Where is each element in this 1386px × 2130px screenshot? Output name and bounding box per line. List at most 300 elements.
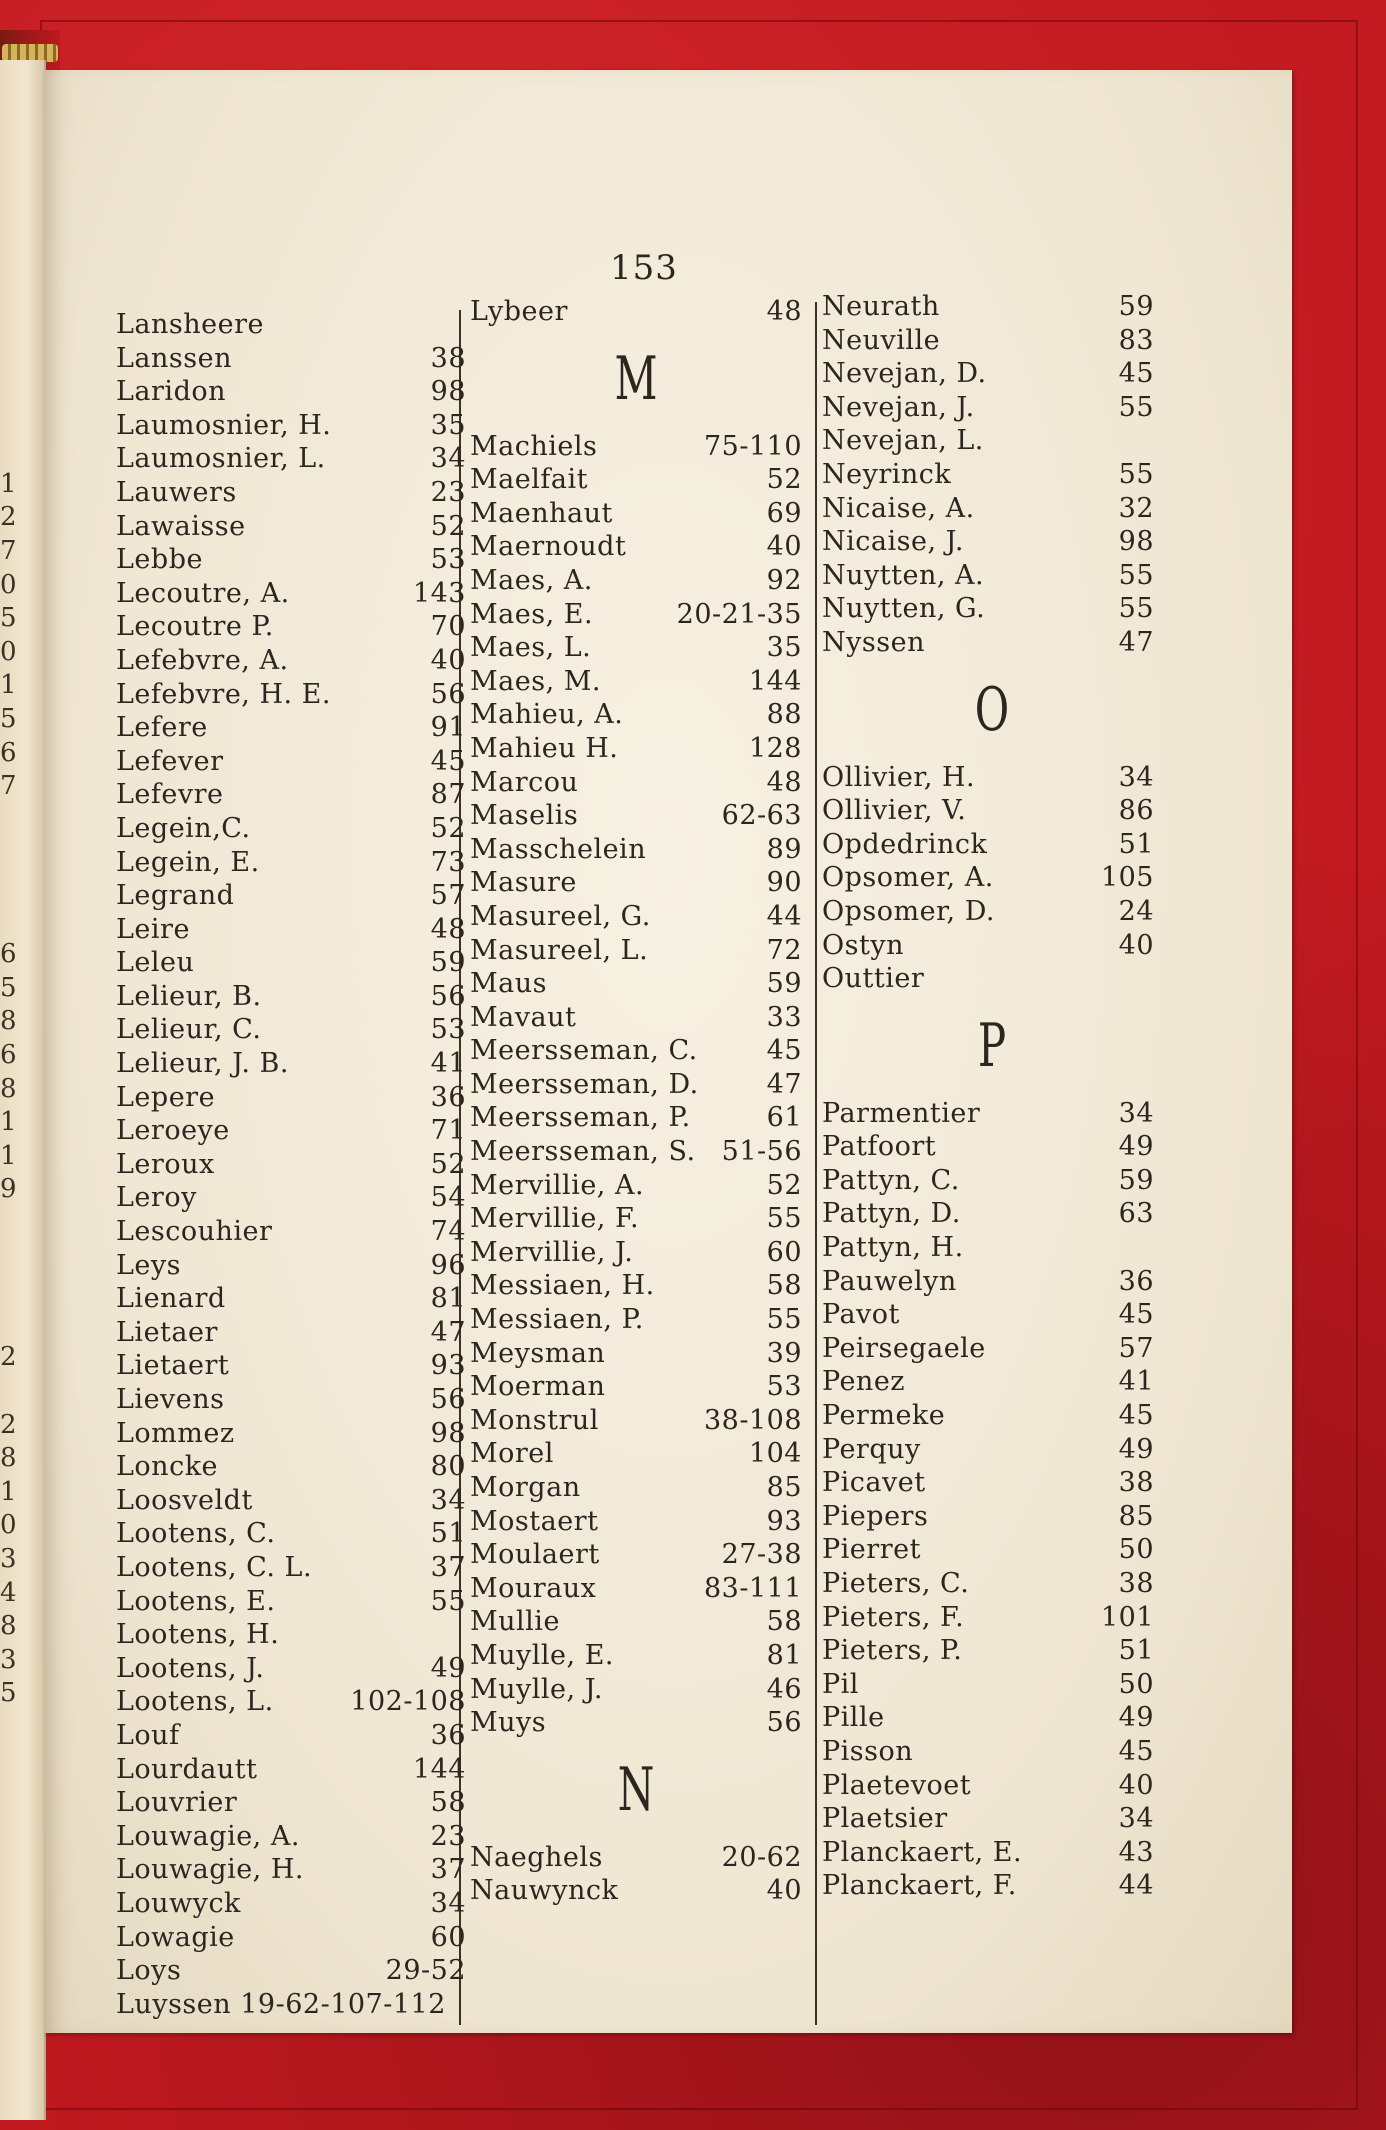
index-entry [470, 1605, 802, 1639]
entry-name: Parmentier [822, 1097, 981, 1129]
entry-page-ref: 104 [748, 1438, 802, 1470]
entry-name: Lootens, C. L. [116, 1551, 313, 1583]
index-entry [822, 1231, 1162, 1265]
index-entry [822, 1668, 1162, 1702]
edge-digit: 6 [0, 939, 17, 970]
entry-page-ref: 55 [1118, 391, 1154, 423]
entry-page-ref: 50 [1118, 1668, 1154, 1700]
entry-page-ref: 35 [766, 632, 802, 664]
index-entry [822, 324, 1162, 358]
entry-name: Leys [116, 1249, 182, 1281]
index-entry [822, 626, 1162, 660]
entry-name: Laumosnier, L. [116, 443, 326, 475]
entry-name: Mahieu H. [470, 732, 619, 764]
entry-page-ref: 45 [1118, 1735, 1154, 1767]
entry-page-ref: 55 [1118, 458, 1154, 490]
entry-page-ref: 34 [1118, 761, 1154, 793]
entry-page-ref: 49 [430, 1652, 466, 1684]
entry-page-ref: 40 [1118, 1769, 1154, 1801]
entry-page-ref: 91 [430, 712, 466, 744]
index-entry [470, 1101, 802, 1135]
index-entry [470, 631, 802, 665]
entry-name: Plaetevoet [822, 1769, 972, 1801]
entry-name: Penez [822, 1366, 906, 1398]
entry-name: Lefere [116, 712, 208, 744]
entry-name: Machiels [470, 430, 598, 462]
entry-name: Meersseman, P. [470, 1102, 691, 1134]
entry-name: Meersseman, D. [470, 1068, 699, 1100]
entry-page-ref: 53 [766, 1371, 802, 1403]
index-entry [116, 946, 466, 980]
entry-page-ref: 62-63 [721, 800, 802, 832]
entry-name: Messiaen, P. [470, 1304, 644, 1336]
index-entry [822, 1433, 1162, 1467]
index-entry [470, 295, 802, 329]
entry-page-ref: 71 [430, 1115, 466, 1147]
entry-name: Marcou [470, 766, 579, 798]
entry-page-ref: 49 [1118, 1702, 1154, 1734]
entry-name: Lietaer [116, 1316, 218, 1348]
entry-name: Muylle, E. [470, 1639, 614, 1671]
entry-page-ref: 58 [766, 1270, 802, 1302]
index-column-1 [116, 308, 466, 2021]
entry-name: Nevejan, J. [822, 391, 975, 423]
index-entry [822, 424, 1162, 458]
entry-page-ref: 96 [430, 1249, 466, 1281]
edge-digit: 3 [0, 1544, 17, 1574]
index-entry [116, 1887, 466, 1921]
entry-page-ref: 144 [412, 1753, 466, 1785]
edge-digit: 8 [0, 1443, 17, 1474]
entry-page-ref: 86 [1118, 795, 1154, 827]
index-entry [116, 913, 466, 947]
edge-digit: 1 [0, 1140, 17, 1171]
entry-name: Masureel, L. [470, 934, 649, 966]
entry-name: Lanssen [116, 342, 232, 374]
edge-digit: 1 [0, 1476, 17, 1507]
index-entry [116, 745, 466, 779]
entry-page-ref: 29-52 [385, 1955, 466, 1987]
index-entry [116, 510, 466, 544]
index-entry [822, 1097, 1162, 1131]
entry-name: Messiaen, H. [470, 1270, 655, 1302]
entry-name: Lecoutre P. [116, 611, 274, 643]
entry-page-ref: 44 [766, 900, 802, 932]
entry-page-ref: 55 [766, 1304, 802, 1336]
index-entry [822, 357, 1162, 391]
index-entry [822, 1466, 1162, 1500]
entry-name: Naeghels [470, 1841, 603, 1873]
entry-page-ref: 101 [1100, 1601, 1154, 1633]
index-entry [822, 525, 1162, 559]
index-entry [470, 833, 802, 867]
entry-name: Pieters, P. [822, 1635, 963, 1667]
entry-page-ref: 83-111 [703, 1572, 802, 1604]
entry-page-ref: 35 [430, 409, 466, 441]
index-entry [470, 1841, 802, 1875]
index-entry [116, 1114, 466, 1148]
entry-page-ref: 75-110 [703, 430, 802, 462]
edge-digit: 6 [0, 1040, 17, 1070]
index-entry [822, 1634, 1162, 1668]
index-entry [470, 799, 802, 833]
index-entry [822, 1601, 1162, 1635]
entry-name: Lebbe [116, 544, 203, 576]
index-entry [116, 980, 466, 1014]
index-entry [470, 1303, 802, 1337]
entry-name: Masschelein [470, 833, 647, 865]
entry-name: Maelfait [470, 464, 588, 496]
entry-page-ref: 38 [1118, 1568, 1154, 1599]
entry-name: Lienard [116, 1283, 226, 1315]
entry-name: Louf [116, 1719, 180, 1751]
index-entry [822, 1735, 1162, 1769]
entry-name: Neurath [822, 291, 940, 322]
index-entry [116, 1753, 466, 1787]
index-entry [822, 1869, 1162, 1903]
entry-page-ref: 34 [430, 1887, 466, 1919]
entry-name: Lefebvre, A. [116, 644, 289, 676]
index-entry [116, 1685, 466, 1719]
edge-digit: 7 [0, 536, 17, 566]
section-letter-heading: O [974, 674, 1010, 745]
index-entry [116, 1417, 466, 1451]
entry-page-ref: 52 [766, 1169, 802, 1201]
entry-name: Opdedrinck [822, 828, 988, 860]
index-entry [116, 610, 466, 644]
entry-name: Masure [470, 867, 577, 899]
entry-name: Pattyn, D. [822, 1198, 961, 1230]
entry-page-ref: 41 [1118, 1366, 1154, 1398]
index-entry [116, 375, 466, 409]
entry-name: Louwagie, A. [116, 1820, 300, 1852]
entry-name: Lelieur, B. [116, 980, 262, 1012]
index-entry [470, 1673, 802, 1707]
entry-page-ref: 98 [1118, 526, 1154, 558]
entry-page-ref: 34 [430, 1484, 466, 1516]
entry-page-ref: 52 [430, 812, 466, 844]
entry-page-ref: 34 [1118, 1097, 1154, 1129]
entry-page-ref: 102-108 [350, 1686, 466, 1718]
entry-name: Morgan [470, 1472, 581, 1503]
index-entry [116, 1820, 466, 1854]
index-entry [822, 1836, 1162, 1870]
index-entry [470, 1269, 802, 1303]
entry-name: Nevejan, D. [822, 358, 987, 390]
entry-page-ref: 34 [430, 443, 466, 475]
entry-page-ref: 51 [430, 1518, 466, 1550]
index-entry [470, 1538, 802, 1572]
index-entry [116, 1282, 466, 1316]
entry-name: Lepere [116, 1081, 216, 1113]
edge-digit: 0 [0, 1510, 17, 1541]
index-entry [116, 778, 466, 812]
entry-page-ref: 53 [430, 544, 466, 576]
entry-name: Luyssen 19-62-107-112 [116, 1988, 446, 2020]
index-entry [822, 828, 1162, 862]
index-entry [116, 1349, 466, 1383]
index-entry [470, 1370, 802, 1404]
entry-name: Lootens, L. [116, 1686, 274, 1718]
entry-name: Monstrul [470, 1404, 599, 1436]
index-entry [116, 1181, 466, 1215]
edge-digit: 0 [0, 569, 17, 600]
edge-digit: 8 [0, 1006, 17, 1037]
index-entry [470, 1001, 802, 1035]
index-entry [470, 698, 802, 732]
entry-name: Neuville [822, 324, 941, 356]
entry-page-ref: 59 [430, 947, 466, 979]
entry-page-ref: 59 [1118, 1164, 1154, 1196]
entry-page-ref: 38-108 [703, 1404, 802, 1436]
index-entry [822, 861, 1162, 895]
index-entry [116, 1719, 466, 1753]
entry-page-ref: 20-21-35 [676, 598, 802, 630]
entry-name: Loosveldt [116, 1484, 253, 1516]
entry-name: Mostaert [470, 1505, 599, 1537]
index-entry [470, 1639, 802, 1673]
index-entry [470, 1169, 802, 1203]
index-entry [822, 895, 1162, 929]
index-entry [470, 1471, 802, 1505]
entry-name: Lietaert [116, 1350, 230, 1382]
entry-name: Lawaisse [116, 510, 246, 542]
entry-name: Nevejan, L. [822, 425, 984, 457]
index-entry [116, 442, 466, 476]
entry-name: Lauwers [116, 476, 237, 508]
entry-page-ref: 24 [1118, 895, 1154, 927]
entry-page-ref: 57 [430, 880, 466, 912]
edge-digit: 5 [0, 1678, 17, 1709]
index-entry [470, 1135, 802, 1169]
entry-page-ref: 36 [1118, 1265, 1154, 1297]
index-column-2 [470, 295, 802, 1908]
entry-page-ref: 38 [430, 342, 466, 374]
index-entry [116, 543, 466, 577]
page-number: 153 [610, 248, 678, 288]
column-rule-right [815, 302, 817, 2025]
entry-page-ref: 52 [430, 1148, 466, 1180]
edge-digit: 1 [0, 1107, 17, 1138]
entry-name: Loys [116, 1955, 182, 1987]
entry-name: Lootens, H. [116, 1619, 280, 1651]
index-entry [470, 598, 802, 632]
entry-page-ref: 37 [430, 1854, 466, 1886]
entry-name: Lefevre [116, 779, 224, 811]
entry-page-ref: 128 [748, 732, 802, 764]
index-entry [116, 1383, 466, 1417]
entry-name: Pieters, F. [822, 1601, 965, 1633]
entry-page-ref: 70 [430, 611, 466, 643]
entry-page-ref: 98 [430, 376, 466, 408]
entry-name: Perquy [822, 1433, 921, 1465]
index-entry [470, 564, 802, 598]
entry-name: Maselis [470, 800, 579, 832]
entry-page-ref: 40 [430, 644, 466, 676]
index-entry [470, 967, 802, 1001]
entry-page-ref: 44 [1118, 1870, 1154, 1902]
entry-page-ref: 74 [430, 1216, 466, 1248]
entry-page-ref: 51-56 [721, 1136, 802, 1168]
edge-digit: 8 [0, 1611, 17, 1642]
entry-page-ref: 92 [766, 564, 802, 596]
entry-page-ref: 93 [766, 1505, 802, 1537]
edge-digit: 8 [0, 1073, 17, 1104]
index-entry [116, 1215, 466, 1249]
entry-page-ref: 34 [1118, 1803, 1154, 1835]
index-entry [116, 1853, 466, 1887]
entry-page-ref: 49 [1118, 1433, 1154, 1465]
entry-page-ref: 40 [766, 531, 802, 563]
index-entry [470, 497, 802, 531]
entry-name: Lecoutre, A. [116, 577, 290, 609]
entry-name: Lefever [116, 745, 224, 777]
index-entry [822, 1365, 1162, 1399]
entry-page-ref: 45 [430, 745, 466, 777]
entry-name: Louwyck [116, 1887, 241, 1919]
index-entry [470, 934, 802, 968]
entry-name: Morel [470, 1438, 554, 1470]
index-entry [116, 342, 466, 376]
index-entry [116, 1316, 466, 1350]
entry-page-ref: 52 [766, 464, 802, 496]
entry-name: Ostyn [822, 929, 904, 961]
section-letter-heading: M [614, 343, 658, 414]
index-entry [116, 1013, 466, 1047]
edge-digit: 2 [0, 1409, 17, 1440]
entry-page-ref: 51 [1118, 1635, 1154, 1667]
entry-page-ref: 55 [1118, 593, 1154, 625]
entry-name: Mervillie, J. [470, 1236, 634, 1268]
entry-page-ref: 47 [430, 1316, 466, 1348]
entry-name: Opsomer, A. [822, 862, 994, 894]
entry-name: Legrand [116, 880, 235, 912]
entry-name: Opsomer, D. [822, 895, 995, 927]
index-entry [116, 812, 466, 846]
entry-name: Lescouhier [116, 1216, 273, 1248]
index-entry [470, 1068, 802, 1102]
index-entry [470, 430, 802, 464]
index-entry [116, 1148, 466, 1182]
entry-name: Lootens, J. [116, 1652, 265, 1684]
entry-page-ref: 59 [766, 968, 802, 1000]
entry-page-ref: 58 [766, 1606, 802, 1638]
entry-name: Nicaise, A. [822, 492, 975, 524]
entry-name: Maes, L. [470, 632, 592, 664]
entry-name: Leroux [116, 1148, 215, 1180]
index-entry [822, 794, 1162, 828]
index-entry [822, 761, 1162, 795]
edge-digit: 6 [0, 737, 17, 768]
entry-page-ref: 43 [1118, 1836, 1154, 1868]
index-entry [470, 463, 802, 497]
entry-name: Nyssen [822, 626, 925, 658]
entry-page-ref: 37 [430, 1551, 466, 1583]
entry-page-ref: 54 [430, 1182, 466, 1214]
entry-name: Lommez [116, 1417, 235, 1449]
index-entry [822, 1332, 1162, 1366]
entry-page-ref: 61 [766, 1102, 802, 1134]
index-entry [116, 1786, 466, 1820]
entry-name: Pauwelyn [822, 1265, 957, 1297]
entry-name: Laridon [116, 376, 226, 408]
section-letter-heading: N [617, 1754, 655, 1825]
entry-name: Mahieu, A. [470, 699, 624, 731]
entry-name: Lelieur, C. [116, 1014, 262, 1046]
entry-name: Mullie [470, 1606, 560, 1638]
index-entry [116, 846, 466, 880]
entry-name: Patfoort [822, 1131, 937, 1163]
index-entry [116, 711, 466, 745]
entry-name: Piepers [822, 1500, 929, 1532]
index-entry [116, 1047, 466, 1081]
previous-page-edge [0, 60, 46, 2120]
entry-page-ref: 45 [1118, 358, 1154, 390]
entry-name: Pil [822, 1668, 859, 1700]
entry-name: Maes, A. [470, 564, 593, 596]
index-entry [116, 644, 466, 678]
entry-name: Neyrinck [822, 458, 952, 490]
entry-name: Pierret [822, 1534, 921, 1566]
edge-digit: 0 [0, 636, 17, 667]
index-entry [116, 476, 466, 510]
index-entry [116, 1585, 466, 1619]
index-entry [470, 1572, 802, 1606]
entry-name: Nauwynck [470, 1875, 619, 1907]
entry-page-ref: 40 [766, 1875, 802, 1907]
entry-page-ref: 56 [766, 1707, 802, 1739]
entry-page-ref: 88 [766, 699, 802, 731]
entry-name: Maes, E. [470, 598, 594, 630]
index-entry [470, 866, 802, 900]
entry-page-ref: 55 [1118, 559, 1154, 591]
entry-name: Muys [470, 1707, 547, 1739]
entry-page-ref: 45 [1118, 1299, 1154, 1331]
edge-digit: 2 [0, 1342, 17, 1373]
index-entry [116, 1988, 466, 2022]
entry-name: Nicaise, J. [822, 526, 964, 558]
index-entry [822, 1769, 1162, 1803]
entry-name: Maenhaut [470, 497, 613, 529]
index-entry [822, 290, 1162, 324]
edge-digit: 5 [0, 704, 17, 734]
entry-name: Meersseman, C. [470, 1035, 698, 1067]
index-entry [116, 1618, 466, 1652]
entry-name: Plaetsier [822, 1803, 948, 1835]
index-entry [822, 559, 1162, 593]
entry-page-ref: 48 [430, 913, 466, 945]
entry-name: Peirsegaele [822, 1332, 986, 1364]
entry-page-ref: 58 [430, 1787, 466, 1819]
index-entry [470, 1505, 802, 1539]
index-entry [822, 1701, 1162, 1735]
entry-page-ref: 47 [766, 1068, 802, 1100]
entry-page-ref: 52 [430, 510, 466, 542]
book-page [44, 70, 1292, 2033]
entry-page-ref: 89 [766, 833, 802, 865]
entry-name: Nuytten, A. [822, 559, 985, 591]
entry-name: Moerman [470, 1371, 606, 1403]
entry-page-ref: 56 [430, 980, 466, 1012]
entry-page-ref: 59 [1118, 291, 1154, 322]
entry-page-ref: 45 [766, 1035, 802, 1067]
entry-page-ref: 143 [412, 577, 466, 609]
index-entry [822, 458, 1162, 492]
entry-name: Nuytten, G. [822, 593, 986, 625]
entry-name: Leire [116, 913, 190, 945]
entry-name: Lowagie [116, 1921, 235, 1953]
entry-name: Lansheere [116, 309, 265, 340]
